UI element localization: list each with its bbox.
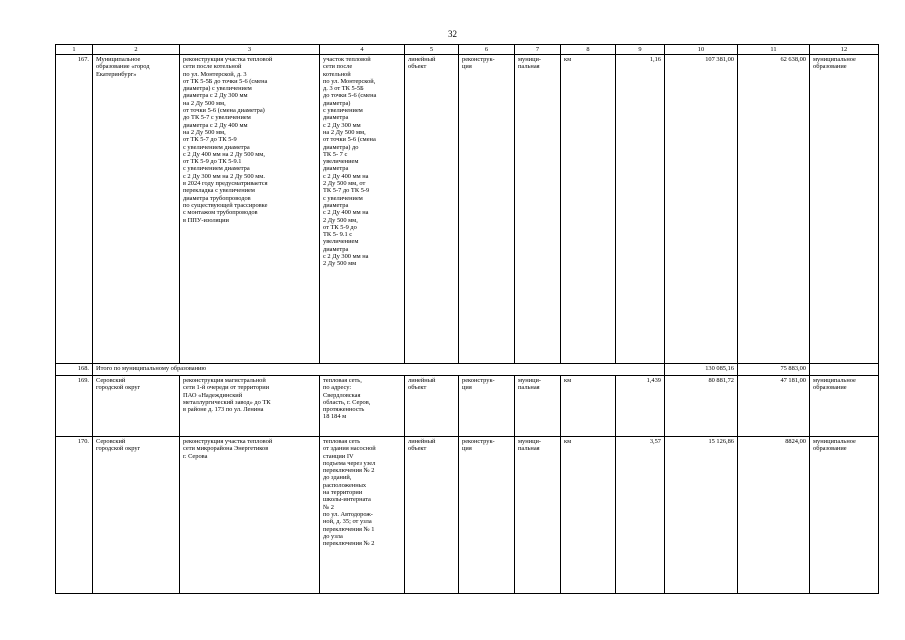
header-cell: 11: [738, 45, 810, 55]
header-cell: 5: [405, 45, 459, 55]
header-cell: 4: [320, 45, 405, 55]
work-description-cell: реконструкция магистральной сети 1-й очереди от территории ПАО «Надеждинский металлургический завод» до ТК в районе д. 173 по ул. Ленина: [180, 376, 320, 437]
quantity-cell: 1,439: [616, 376, 665, 437]
total-label-cell: Итого по муниципальному образованию: [93, 364, 665, 376]
owner-cell: муниципальное образование: [810, 376, 879, 437]
table-row: [56, 376, 879, 437]
header-cell: 3: [180, 45, 320, 55]
cost-budget-cell: 47 181,00: [738, 376, 810, 437]
row-number: 168.: [56, 364, 93, 376]
header-cell: 12: [810, 45, 879, 55]
owner-cell: муниципальное образование: [810, 55, 879, 364]
unit-cell: км: [561, 437, 616, 594]
header-cell: 7: [515, 45, 561, 55]
header-cell: 1: [56, 45, 93, 55]
object-description-text: тепловая сеть от здания насосной станции IV подъема через узел переключения № 2 до зданий, расположенных на территории школы-интерната № 2 по ул. Автодорож- ной, д. 35; от узла переключения № 1 до узла переключения № 2: [323, 438, 376, 548]
row-number: 169.: [56, 376, 93, 437]
ownership-cell: муници- пальная: [515, 437, 561, 594]
work-description-cell: реконструкция участка тепловой сети после котельной по ул. Монтерской, д. 3 от ТК 5-5Б до точки 5-6 (смена диаметра) с увеличением диаметра с 2 Ду 300 мм на 2 Ду 500 мм, от точки 5-6 (смена диаметра) до ТК 5-7 с увеличением диаметра с 2 Ду 400 мм на 2 Ду 500 мм, от ТК 5-7 до ТК 5-9 с увеличением диаметра с 2 Ду 400 мм на 2 Ду 500 мм, от ТК 5-9 до ТК 5-9.1 с увеличением диаметра с 2 Ду 300 мм на 2 Ду 500 мм. в 2024 году предусматривается перекладка с увеличением диаметра трубопроводов по существующей трассировке с монтажом трубопроводов в ППУ-изоляции: [180, 55, 320, 364]
object-description-cell: тепловая сеть, по адресу: Свердловская область, г. Серов, протяженность 18 184 м: [320, 376, 405, 437]
program-table: [55, 44, 879, 594]
object-type-cell: линейный объект: [405, 437, 459, 594]
work-description-cell: реконструкция участка тепловой сети микрорайона Энергетиков г. Серова: [180, 437, 320, 594]
unit-cell: км: [561, 376, 616, 437]
quantity-cell: 1,16: [616, 55, 665, 364]
empty-cell: [810, 364, 879, 376]
table-row: [56, 437, 879, 594]
cost-total-cell: 130 085,16: [665, 364, 738, 376]
owner-cell: муниципальное образование: [810, 437, 879, 594]
header-cell: 2: [93, 45, 180, 55]
cost-total-cell: 107 381,00: [665, 55, 738, 364]
row-number: 170.: [56, 437, 93, 594]
object-type-cell: линейный объект: [405, 376, 459, 437]
ownership-cell: муници- пальная: [515, 376, 561, 437]
page-number: 32: [448, 29, 457, 39]
action-cell: реконструк- ция: [459, 376, 515, 437]
action-cell: реконструк- ция: [459, 55, 515, 364]
cost-total-cell: 15 126,86: [665, 437, 738, 594]
header-row: [56, 45, 879, 55]
cost-budget-cell: 62 638,00: [738, 55, 810, 364]
total-row: [56, 364, 879, 376]
header-cell: 9: [616, 45, 665, 55]
header-cell: 10: [665, 45, 738, 55]
header-cell: 8: [561, 45, 616, 55]
municipality-cell: Серовский городской округ: [93, 376, 180, 437]
unit-cell: км: [561, 55, 616, 364]
action-cell: реконструк- ция: [459, 437, 515, 594]
object-description-cell: [320, 437, 405, 594]
quantity-cell: 3,57: [616, 437, 665, 594]
table-row: [56, 55, 879, 364]
cost-budget-cell: 8824,00: [738, 437, 810, 594]
ownership-cell: муници- пальная: [515, 55, 561, 364]
object-type-cell: линейный объект: [405, 55, 459, 364]
cost-total-cell: 80 881,72: [665, 376, 738, 437]
municipality-cell: Муниципальное образование «город Екатеринбург»: [93, 55, 180, 364]
row-number: 167.: [56, 55, 93, 364]
municipality-cell: Серовский городской округ: [93, 437, 180, 594]
object-description-cell: участок тепловой сети после котельной по ул. Монтерской, д. 3 от ТК 5-5Б до точки 5-6 (смена диаметра) с увеличением диаметра с 2 Ду 300 мм на 2 Ду 500 мм, от точки 5-6 (смена диаметра) до ТК 5- 7 с увеличением диаметра с 2 Ду 400 мм на 2 Ду 500 мм, от ТК 5-7 до ТК 5-9 с увеличением диаметра с 2 Ду 400 мм на 2 Ду 500 мм, от ТК 5-9 до ТК 5- 9.1 с увеличением диаметра с 2 Ду 300 мм на 2 Ду 500 мм: [320, 55, 405, 364]
cost-budget-cell: 75 883,00: [738, 364, 810, 376]
header-cell: 6: [459, 45, 515, 55]
